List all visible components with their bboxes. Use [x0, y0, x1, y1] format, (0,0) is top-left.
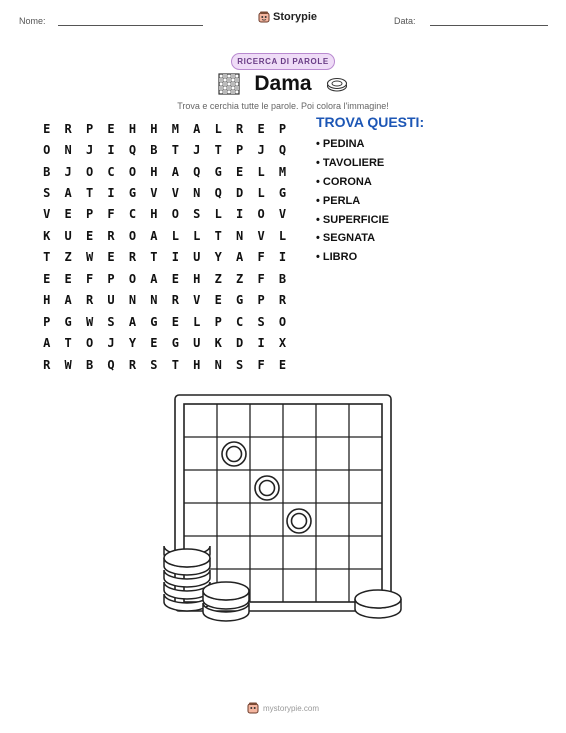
date-line [430, 25, 548, 26]
word-item: • SEGNATA [316, 232, 376, 245]
grid-letter[interactable]: V [171, 186, 179, 201]
grid-letter[interactable]: N [128, 293, 137, 308]
grid-letter[interactable]: O [85, 164, 94, 179]
grid-letter[interactable]: G [64, 314, 72, 329]
grid-letter[interactable]: I [107, 143, 115, 158]
grid-letter[interactable]: V [43, 207, 51, 222]
grid-letter[interactable]: U [64, 228, 72, 243]
grid-letter[interactable]: Q [193, 164, 201, 179]
grid-letter[interactable]: P [257, 293, 265, 308]
grid-letter[interactable]: T [171, 357, 179, 372]
word-item: • CORONA [316, 175, 372, 188]
grid-letter[interactable]: L [193, 228, 201, 243]
grid-letter[interactable]: L [278, 228, 287, 243]
grid-letter[interactable]: N [150, 293, 158, 308]
grid-letter[interactable]: R [128, 357, 137, 372]
grid-letter[interactable]: T [64, 336, 72, 351]
grid-letter[interactable]: P [43, 314, 51, 329]
grid-letter[interactable]: A [43, 336, 51, 351]
grid-letter[interactable]: E [214, 293, 222, 308]
grid-letter[interactable]: E [171, 314, 179, 329]
grid-letter[interactable]: C [128, 207, 137, 222]
grid-letter[interactable]: T [85, 186, 94, 201]
footer [0, 702, 566, 714]
grid-letter[interactable]: P [278, 121, 287, 136]
grid-letter[interactable]: G [128, 186, 137, 201]
grid-letter[interactable]: H [193, 271, 201, 286]
grid-letter[interactable]: R [236, 121, 244, 136]
grid-letter[interactable]: P [107, 271, 115, 286]
grid-letter[interactable]: O [257, 207, 265, 222]
word-item: • SUPERFICIE [316, 213, 389, 226]
grid-letter[interactable]: O [278, 314, 287, 329]
piece-stack-short [203, 582, 249, 621]
grid-letter[interactable]: E [85, 228, 94, 243]
grid-letter[interactable]: I [278, 250, 287, 265]
grid-letter[interactable]: R [85, 293, 94, 308]
checker-piece-icon [326, 75, 348, 93]
grid-letter[interactable]: K [214, 336, 222, 351]
name-line [58, 25, 203, 26]
grid-letter[interactable]: Q [128, 143, 137, 158]
grid-letter[interactable]: L [171, 228, 179, 243]
grid-letter[interactable]: H [150, 121, 158, 136]
grid-letter[interactable]: W [64, 357, 72, 372]
grid-letter[interactable]: U [107, 293, 115, 308]
grid-letter[interactable]: R [171, 293, 179, 308]
grid-letter[interactable]: G [171, 336, 179, 351]
grid-letter[interactable]: J [85, 143, 94, 158]
grid-letter[interactable]: O [128, 271, 137, 286]
grid-letter[interactable]: N [193, 186, 201, 201]
letter-grid [36, 118, 293, 375]
grid-letter[interactable]: V [150, 186, 158, 201]
grid-letter[interactable]: E [171, 271, 179, 286]
grid-letter[interactable]: Q [278, 143, 287, 158]
grid-letter[interactable]: A [236, 250, 244, 265]
grid-letter[interactable]: J [107, 336, 115, 351]
grid-letter[interactable]: T [43, 250, 51, 265]
grid-letter[interactable]: A [193, 121, 201, 136]
checkers-board-illustration [150, 388, 410, 628]
grid-letter[interactable]: F [257, 250, 265, 265]
grid-letter[interactable]: E [107, 121, 115, 136]
brand-name: Storypie [273, 11, 318, 23]
grid-letter[interactable]: G [278, 186, 287, 201]
grid-letter[interactable]: T [150, 250, 158, 265]
grid-letter[interactable]: F [257, 357, 265, 372]
grid-letter[interactable]: F [107, 207, 115, 222]
grid-letter[interactable]: F [85, 271, 94, 286]
grid-letter[interactable]: D [236, 336, 244, 351]
grid-letter[interactable]: L [257, 186, 265, 201]
grid-letter[interactable]: U [193, 336, 201, 351]
grid-letter[interactable]: G [214, 164, 222, 179]
grid-letter[interactable]: U [193, 250, 201, 265]
grid-letter[interactable]: E [43, 121, 51, 136]
instructions: Trova e cerchia tutte le parole. Poi colora l'immagine! [177, 101, 389, 111]
grid-letter[interactable]: R [107, 228, 115, 243]
grid-letter[interactable]: A [171, 164, 179, 179]
grid-letter[interactable]: E [64, 207, 72, 222]
grid-letter[interactable]: R [128, 250, 137, 265]
grid-letter[interactable]: A [150, 228, 158, 243]
grid-letter[interactable]: A [64, 293, 72, 308]
grid-letter[interactable]: E [150, 336, 158, 351]
grid-letter[interactable]: V [193, 293, 201, 308]
grid-letter[interactable]: W [85, 314, 94, 329]
grid-letter[interactable]: I [236, 207, 244, 222]
board-pieces [222, 442, 311, 533]
grid-letter[interactable]: J [64, 164, 72, 179]
grid-letter[interactable]: O [85, 336, 94, 351]
grid-letter[interactable]: T [214, 143, 222, 158]
grid-letter[interactable]: E [236, 164, 244, 179]
grid-letter[interactable]: A [64, 186, 72, 201]
grid-letter[interactable]: T [214, 228, 222, 243]
title-row [0, 72, 566, 96]
grid-letter[interactable]: S [236, 357, 244, 372]
grid-letter[interactable]: A [150, 271, 158, 286]
grid-letter[interactable]: B [150, 143, 158, 158]
grid-letter[interactable]: P [236, 143, 244, 158]
grid-letter[interactable]: I [257, 336, 265, 351]
brand [258, 11, 317, 23]
grid-letter[interactable]: Z [236, 271, 244, 286]
grid-letter[interactable]: Q [214, 186, 222, 201]
grid-letter[interactable]: H [128, 121, 137, 136]
grid-letter[interactable]: S [193, 207, 201, 222]
grid-letter[interactable]: G [236, 293, 244, 308]
grid-letter[interactable]: T [171, 143, 179, 158]
word-item: • LIBRO [316, 251, 358, 264]
grid-letter[interactable]: F [257, 271, 265, 286]
grid-letter[interactable]: E [278, 357, 287, 372]
grid-letter[interactable]: L [214, 121, 222, 136]
word-item: • TAVOLIERE [316, 157, 385, 170]
grid-letter[interactable]: O [43, 143, 51, 158]
grid-letter[interactable]: H [43, 293, 51, 308]
grid-letter[interactable]: X [278, 336, 287, 351]
grid-letter[interactable]: E [257, 121, 265, 136]
grid-letter[interactable]: R [64, 121, 72, 136]
grid-letter[interactable]: Y [128, 336, 137, 351]
grid-letter[interactable]: W [85, 250, 94, 265]
footer-url: mystorypie.com [262, 703, 319, 713]
grid-letter[interactable]: L [257, 164, 265, 179]
grid-letter[interactable]: V [257, 228, 265, 243]
grid-letter[interactable]: C [236, 314, 244, 329]
grid-letter[interactable]: L [193, 314, 201, 329]
grid-letter[interactable]: L [214, 207, 222, 222]
grid-letter[interactable]: O [128, 164, 137, 179]
grid-letter[interactable]: H [150, 207, 158, 222]
grid-letter[interactable]: B [43, 164, 51, 179]
grid-letter[interactable]: B [85, 357, 94, 372]
grid-letter[interactable]: E [64, 271, 72, 286]
grid-letter[interactable]: Z [214, 271, 222, 286]
grid-letter[interactable]: V [278, 207, 287, 222]
grid-letter[interactable]: A [128, 314, 137, 329]
grid-letter[interactable]: C [107, 164, 115, 179]
grid-letter[interactable]: R [278, 293, 287, 308]
grid-letter[interactable]: P [214, 314, 222, 329]
storypie-mascot-icon [258, 11, 270, 23]
grid-letter[interactable]: N [236, 228, 244, 243]
grid-letter[interactable]: Z [64, 250, 72, 265]
grid-letter[interactable]: P [85, 207, 94, 222]
grid-letter[interactable]: N [214, 357, 222, 372]
grid-letter[interactable]: I [107, 186, 115, 201]
grid-letter[interactable]: E [43, 271, 51, 286]
grid-letter[interactable]: R [43, 357, 51, 372]
grid-letter[interactable]: H [150, 164, 158, 179]
grid-letter[interactable]: J [257, 143, 265, 158]
activity-badge: RICERCA DI PAROLE [231, 53, 335, 70]
grid-letter[interactable]: D [236, 186, 244, 201]
grid-letter[interactable]: I [171, 250, 179, 265]
grid-letter[interactable]: E [107, 250, 115, 265]
grid-letter[interactable]: Y [214, 250, 222, 265]
grid-letter[interactable]: O [128, 228, 137, 243]
page-title: Dama [254, 72, 312, 95]
grid-letter[interactable]: Q [107, 357, 115, 372]
grid-letter[interactable]: J [193, 143, 201, 158]
grid-letter[interactable]: M [278, 164, 287, 179]
grid-letter[interactable]: M [171, 121, 179, 136]
grid-letter[interactable]: P [85, 121, 94, 136]
grid-letter[interactable]: O [171, 207, 179, 222]
word-item: • PERLA [316, 194, 361, 207]
word-item: • PEDINA [316, 138, 365, 151]
grid-letter[interactable]: S [257, 314, 265, 329]
grid-letter[interactable]: S [107, 314, 115, 329]
date-label: Data: [394, 16, 416, 26]
grid-letter[interactable]: N [64, 143, 72, 158]
grid-letter[interactable]: S [150, 357, 158, 372]
grid-letter[interactable]: B [278, 271, 287, 286]
grid-letter[interactable]: H [193, 357, 201, 372]
name-label: Nome: [19, 16, 46, 26]
checkerboard-icon [218, 73, 240, 95]
piece-single [355, 590, 401, 618]
grid-letter[interactable]: S [43, 186, 51, 201]
word-list [316, 135, 389, 267]
word-list-title: TROVA QUESTI: [316, 114, 425, 130]
grid-letter[interactable]: G [150, 314, 158, 329]
storypie-mascot-icon [247, 702, 259, 714]
grid-letter[interactable]: K [43, 228, 51, 243]
